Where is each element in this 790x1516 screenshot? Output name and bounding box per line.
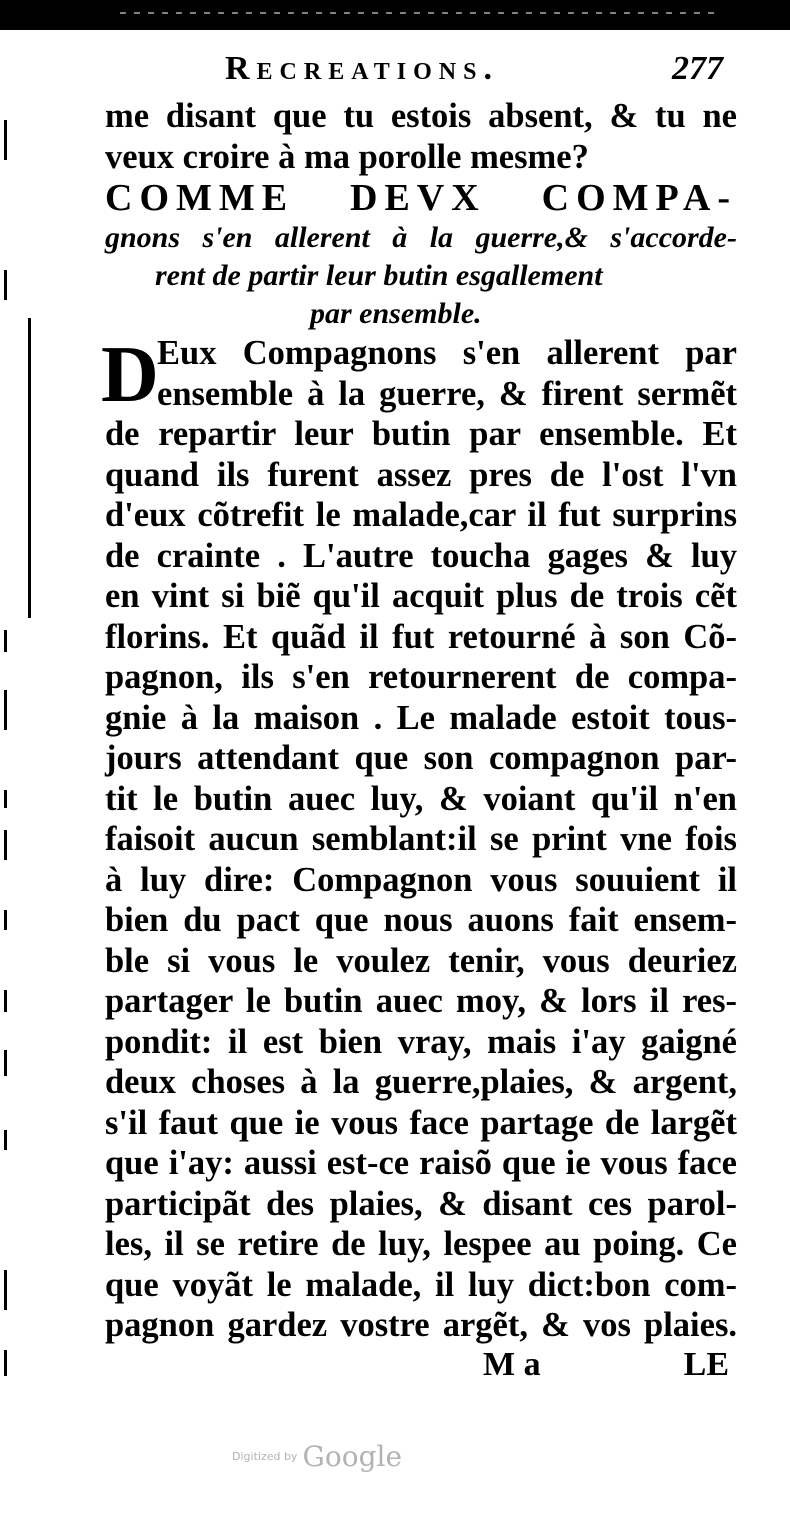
page-number: 277 bbox=[672, 50, 723, 87]
text-line: d'eux cõtrefit le malade,car il fut surprins bbox=[105, 496, 737, 534]
text-line: ensemble à la guerre, & firent sermẽt bbox=[157, 374, 737, 413]
text-line: gnie à la maison . Le malade estoit tous- bbox=[105, 698, 737, 737]
text-line: en vint si biẽ qu'il acquit plus de trois cẽt bbox=[105, 577, 737, 615]
scan-top-border bbox=[0, 0, 790, 30]
text-line: deux choses à la guerre,plaies, & argent, bbox=[105, 1063, 737, 1101]
digitized-by-label: Digitized by bbox=[232, 1450, 298, 1463]
catchword: LE bbox=[683, 1345, 729, 1383]
scan-left-rule bbox=[28, 318, 31, 618]
text-line: florins. Et quãd il fut retourné à son Cõ- bbox=[105, 617, 737, 656]
text-line: participãt des plaies, & disant ces parol- bbox=[105, 1184, 737, 1223]
scan-left-edge bbox=[0, 30, 40, 1430]
text-line: pagnon, ils s'en retournerent de compa- bbox=[105, 658, 737, 696]
text-line: partager le butin auec moy, & lors il res- bbox=[105, 982, 737, 1020]
google-logo: Google bbox=[302, 1440, 403, 1473]
chapter-subheading-line: gnons s'en allerent à la guerre,& s'accorde- bbox=[105, 221, 737, 254]
text-line: que voyãt le malade, il luy dict:bon com- bbox=[105, 1265, 737, 1304]
text-line: ble si vous le voulez tenir, vous deuriez bbox=[105, 941, 737, 980]
page-footer-marks bbox=[105, 1346, 737, 1390]
text-line: pondit: il est bien vray, mais i'ay gaigné bbox=[105, 1022, 737, 1061]
drop-cap: D bbox=[101, 331, 159, 419]
page-text bbox=[101, 96, 737, 1390]
chapter-subheading-line: rent de partir leur butin esgallement bbox=[155, 259, 603, 292]
running-head: Recreations. bbox=[225, 50, 499, 87]
text-line: s'il faut que ie vous face partage de largẽt bbox=[105, 1103, 737, 1142]
text-line: faisoit aucun semblant:il se print vne fois bbox=[105, 820, 737, 858]
text-line: me disant que tu estois absent, & tu ne bbox=[105, 97, 737, 135]
text-line: tit le butin auec luy, & voiant qu'il n'en bbox=[105, 779, 737, 818]
page-header bbox=[225, 50, 745, 94]
text-line: les, il se retire de luy, lespee au poing. Ce bbox=[105, 1225, 737, 1263]
text-line: que i'ay: aussi est-ce raisõ que ie vous face bbox=[105, 1144, 737, 1182]
chapter-heading: COMME DEVX COMPA- bbox=[105, 177, 737, 219]
text-line: de repartir leur butin par ensemble. Et bbox=[105, 415, 737, 453]
text-line: bien du pact que nous auons fait ensem- bbox=[105, 901, 737, 939]
chapter-subheading-line: par ensemble. bbox=[310, 297, 482, 330]
text-line: pagnon gardez vostre argẽt, & vos plaies. bbox=[105, 1306, 737, 1344]
text-line: Eux Compagnons s'en allerent par bbox=[157, 334, 737, 372]
text-line: à luy dire: Compagnon vous souuient il bbox=[105, 860, 737, 899]
opening-paragraph bbox=[101, 331, 737, 419]
signature-mark: M a bbox=[483, 1345, 541, 1383]
text-line: quand ils furent assez pres de l'ost l'vn bbox=[105, 455, 737, 494]
text-line: jours attendant que son compagnon par- bbox=[105, 739, 737, 777]
text-line: veux croire à ma porolle mesme? bbox=[105, 137, 589, 176]
digitized-by-watermark bbox=[232, 1440, 402, 1473]
text-line: de crainte . L'autre toucha gages & luy bbox=[105, 536, 737, 575]
